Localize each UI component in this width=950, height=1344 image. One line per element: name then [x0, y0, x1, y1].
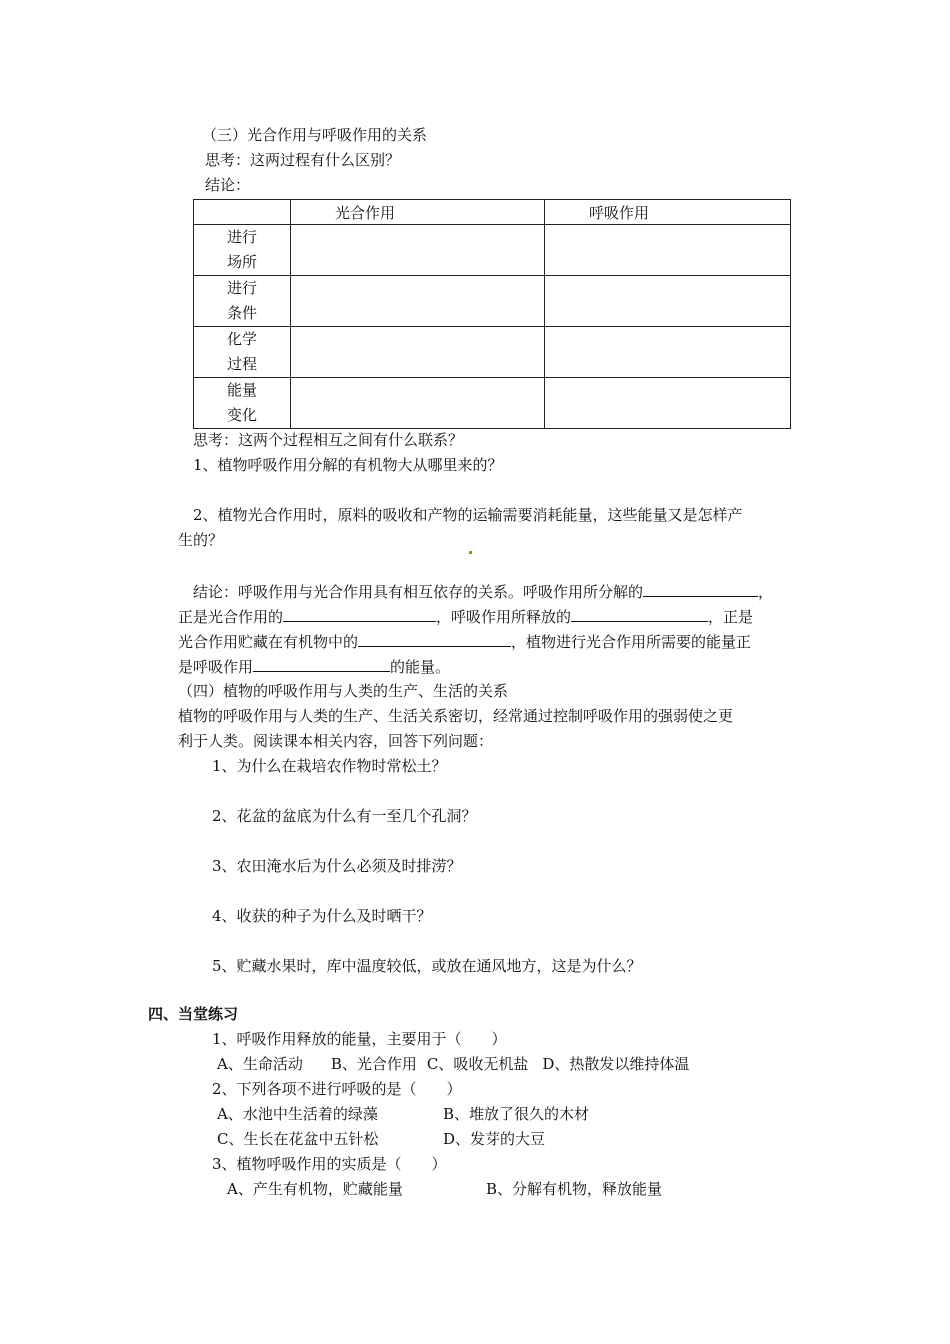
- row-label-line: 条件: [226, 304, 257, 322]
- conclusion-text: ，呼吸作用所释放的: [436, 608, 572, 626]
- practice-question-2: 2、下列各项不进行呼吸的是（ ）: [212, 1080, 462, 1098]
- practice-q2-option-c[interactable]: C、生长在花盆中五针松: [217, 1130, 379, 1148]
- section4-intro-line1: 植物的呼吸作用与人类的生产、生活关系密切，经常通过控制呼吸作用的强弱使之更: [178, 707, 734, 725]
- conclusion-text: 结论：呼吸作用与光合作用具有相互依存的关系。呼吸作用所分解的: [193, 583, 644, 601]
- answer-cell[interactable]: [545, 378, 791, 429]
- fill-blank[interactable]: [571, 606, 708, 622]
- question-2-line1: 2、植物光合作用时，原料的吸收和产物的运输需要消耗能量，这些能量又是怎样产: [193, 506, 743, 524]
- conclusion-line-4: [178, 656, 450, 677]
- row-label-line: 场所: [226, 253, 257, 271]
- section4-title: （四）植物的呼吸作用与人类的生产、生活的关系: [178, 682, 509, 700]
- answer-cell[interactable]: [291, 378, 545, 429]
- conclusion-line-3: [178, 631, 751, 652]
- answer-cell[interactable]: [291, 276, 545, 327]
- conclusion-label: 结论：: [205, 176, 251, 194]
- fill-blank[interactable]: [283, 606, 436, 622]
- table-header-row: [194, 200, 791, 225]
- conclusion-text: 正是光合作用的: [178, 608, 284, 626]
- row-label-line: 变化: [226, 406, 257, 424]
- conclusion-text: ，: [758, 583, 774, 601]
- answer-cell[interactable]: [291, 327, 545, 378]
- section4-question: 4、收获的种子为什么及时晒干？: [212, 907, 432, 925]
- column-header-respiration: 呼吸作用: [545, 200, 791, 225]
- row-label-line: 进行: [226, 228, 257, 246]
- answer-cell[interactable]: [545, 276, 791, 327]
- table-row: [194, 378, 791, 429]
- practice-q3-option-a[interactable]: A、产生有机物，贮藏能量: [227, 1180, 403, 1198]
- practice-q1-options: [217, 1054, 689, 1074]
- table-corner-cell: [194, 200, 291, 225]
- section4-question: 1、为什么在栽培农作物时常松土？: [212, 757, 447, 775]
- conclusion-text: ，植物进行光合作用所需要的能量正: [511, 633, 752, 651]
- question-2-line2: 生的？: [178, 531, 224, 549]
- think-relationship: 思考：这两个过程相互之间有什么联系？: [193, 431, 464, 449]
- answer-cell[interactable]: [291, 225, 545, 276]
- section4-intro-line2: 利于人类。阅读课本相关内容，回答下列问题：: [178, 732, 494, 750]
- conclusion-text: 是呼吸作用: [178, 658, 254, 676]
- question-1: 1、植物呼吸作用分解的有机物大从哪里来的？: [193, 456, 503, 474]
- table-row: [194, 225, 791, 276]
- practice-q2-option-b[interactable]: B、堆放了很久的木材: [443, 1105, 590, 1123]
- fill-blank[interactable]: [358, 631, 511, 647]
- row-label-energy-change: [194, 378, 291, 429]
- row-label-location: [194, 225, 291, 276]
- conclusion-text: 光合作用贮藏在有机物中的: [178, 633, 359, 651]
- section3-title: （三）光合作用与呼吸作用的关系: [202, 126, 428, 144]
- table-row: [194, 276, 791, 327]
- row-label-line: 能量: [226, 381, 257, 399]
- table-row: [194, 327, 791, 378]
- column-header-photosynthesis: 光合作用: [291, 200, 545, 225]
- option-b[interactable]: B、光合作用: [330, 1055, 417, 1073]
- fill-blank[interactable]: [643, 581, 758, 597]
- practice-question-1: 1、呼吸作用释放的能量，主要用于（ ）: [212, 1030, 507, 1048]
- option-a[interactable]: A、生命活动: [217, 1055, 303, 1073]
- practice-q2-option-a[interactable]: A、水池中生活着的绿藻: [217, 1105, 378, 1123]
- conclusion-text: 的能量。: [390, 658, 451, 676]
- think-difference: 思考：这两过程有什么区别？: [205, 151, 401, 169]
- section4-question: 3、农田淹水后为什么必须及时排涝？: [212, 857, 462, 875]
- row-label-line: 进行: [226, 279, 257, 297]
- section4-question: 5、贮藏水果时，库中温度较低，或放在通风地方，这是为什么？: [212, 957, 642, 975]
- comparison-table: [193, 199, 791, 429]
- practice-question-3: 3、植物呼吸作用的实质是（ ）: [212, 1155, 447, 1173]
- row-label-conditions: [194, 276, 291, 327]
- option-c[interactable]: C、吸收无机盐: [426, 1055, 529, 1073]
- row-label-line: 化学: [226, 330, 257, 348]
- fill-blank[interactable]: [253, 656, 390, 672]
- practice-q2-option-d[interactable]: D、发芽的大豆: [443, 1130, 546, 1148]
- practice-title: 四、当堂练习: [148, 1005, 239, 1023]
- conclusion-text: ，正是: [708, 608, 754, 626]
- stray-dot: [469, 551, 472, 554]
- practice-q3-option-b[interactable]: B、分解有机物，释放能量: [486, 1180, 663, 1198]
- answer-cell[interactable]: [545, 327, 791, 378]
- section4-question: 2、花盆的盆底为什么有一至几个孔洞？: [212, 807, 477, 825]
- row-label-line: 过程: [226, 355, 257, 373]
- row-label-chemical-process: [194, 327, 291, 378]
- conclusion-line-2: [178, 606, 753, 627]
- answer-cell[interactable]: [545, 225, 791, 276]
- conclusion-line-1: [193, 581, 773, 602]
- option-d[interactable]: D、热散发以维持体温: [542, 1055, 690, 1073]
